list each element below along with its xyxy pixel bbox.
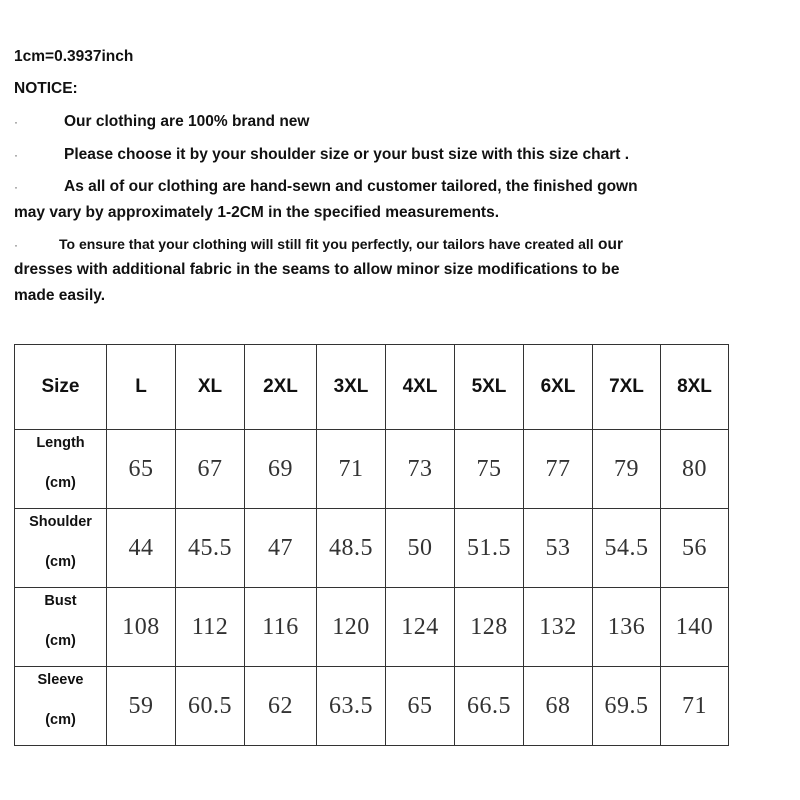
size-header-5xl: 5XL: [455, 345, 524, 430]
table-cell: 120: [317, 588, 386, 667]
row-name: Shoulder: [29, 514, 92, 530]
size-chart-table: [14, 344, 729, 746]
notice-4-line-2: dresses with additional fabric in the seams to allow minor size modifications to be: [14, 261, 620, 278]
table-cell: 80: [661, 430, 729, 509]
bullet-3: ·: [14, 180, 18, 194]
table-cell: 112: [176, 588, 245, 667]
table-cell: 69.5: [593, 667, 661, 746]
table-cell: 128: [455, 588, 524, 667]
table-cell: 71: [661, 667, 729, 746]
size-header-3xl: 3XL: [317, 345, 386, 430]
size-header-8xl: 8XL: [661, 345, 729, 430]
table-cell: 45.5: [176, 509, 245, 588]
row-name: Sleeve: [37, 672, 84, 688]
table-cell: 71: [317, 430, 386, 509]
row-name: Length: [36, 435, 85, 451]
table-cell: 75: [455, 430, 524, 509]
bullet-1: ·: [14, 115, 18, 129]
notice-1-line-1: Our clothing are 100% brand new: [64, 113, 310, 130]
size-header-label: Size: [15, 345, 107, 430]
table-cell: 67: [176, 430, 245, 509]
table-cell: 68: [524, 667, 593, 746]
row-header-shoulder: [15, 509, 107, 588]
table-cell: 53: [524, 509, 593, 588]
table-cell: 56: [661, 509, 729, 588]
table-cell: 65: [386, 667, 455, 746]
table-cell: 136: [593, 588, 661, 667]
table-row-shoulder: [15, 509, 729, 588]
table-cell: 62: [245, 667, 317, 746]
notice-3-line-1: As all of our clothing are hand-sewn and customer tailored, the finished gown: [64, 178, 638, 195]
size-header-l: L: [107, 345, 176, 430]
table-cell: 51.5: [455, 509, 524, 588]
table-cell: 59: [107, 667, 176, 746]
table-cell: 66.5: [455, 667, 524, 746]
size-header-xl: XL: [176, 345, 245, 430]
size-header-2xl: 2XL: [245, 345, 317, 430]
row-unit: (cm): [45, 712, 76, 728]
table-cell: 44: [107, 509, 176, 588]
row-name: Bust: [44, 593, 77, 609]
row-unit: (cm): [45, 475, 76, 491]
table-cell: 140: [661, 588, 729, 667]
size-header-7xl: 7XL: [593, 345, 661, 430]
row-header-bust: [15, 588, 107, 667]
bullet-2: ·: [14, 148, 18, 162]
table-cell: 47: [245, 509, 317, 588]
table-row-bust: [15, 588, 729, 667]
table-cell: 50: [386, 509, 455, 588]
table-cell: 116: [245, 588, 317, 667]
row-unit: (cm): [45, 633, 76, 649]
conversion-note: 1cm=0.3937inch: [14, 48, 134, 65]
table-cell: 48.5: [317, 509, 386, 588]
row-header-length: [15, 430, 107, 509]
row-header-sleeve: [15, 667, 107, 746]
notice-3-line-2: may vary by approximately 1-2CM in the specified measurements.: [14, 204, 499, 221]
table-cell: 65: [107, 430, 176, 509]
notice-4-line-1-text: To ensure that your clothing will still fit you perfectly, our tailors have created all: [59, 236, 594, 252]
notice-2-line-1: Please choose it by your shoulder size or your bust size with this size chart .: [64, 146, 630, 163]
table-row-sleeve: [15, 667, 729, 746]
size-header-4xl: 4XL: [386, 345, 455, 430]
table-cell: 79: [593, 430, 661, 509]
size-header-6xl: 6XL: [524, 345, 593, 430]
notice-title: NOTICE:: [14, 80, 78, 97]
notice-4-line-1: [59, 236, 623, 254]
table-cell: 124: [386, 588, 455, 667]
table-cell: 77: [524, 430, 593, 509]
notice-4-line-1-tail: our: [598, 236, 623, 253]
notice-4-line-3: made easily.: [14, 287, 106, 304]
size-header-row: [15, 345, 729, 430]
table-cell: 108: [107, 588, 176, 667]
table-cell: 73: [386, 430, 455, 509]
table-cell: 69: [245, 430, 317, 509]
table-cell: 54.5: [593, 509, 661, 588]
table-cell: 63.5: [317, 667, 386, 746]
bullet-4: ·: [14, 238, 18, 252]
table-row-length: [15, 430, 729, 509]
table-cell: 60.5: [176, 667, 245, 746]
table-cell: 132: [524, 588, 593, 667]
row-unit: (cm): [45, 554, 76, 570]
